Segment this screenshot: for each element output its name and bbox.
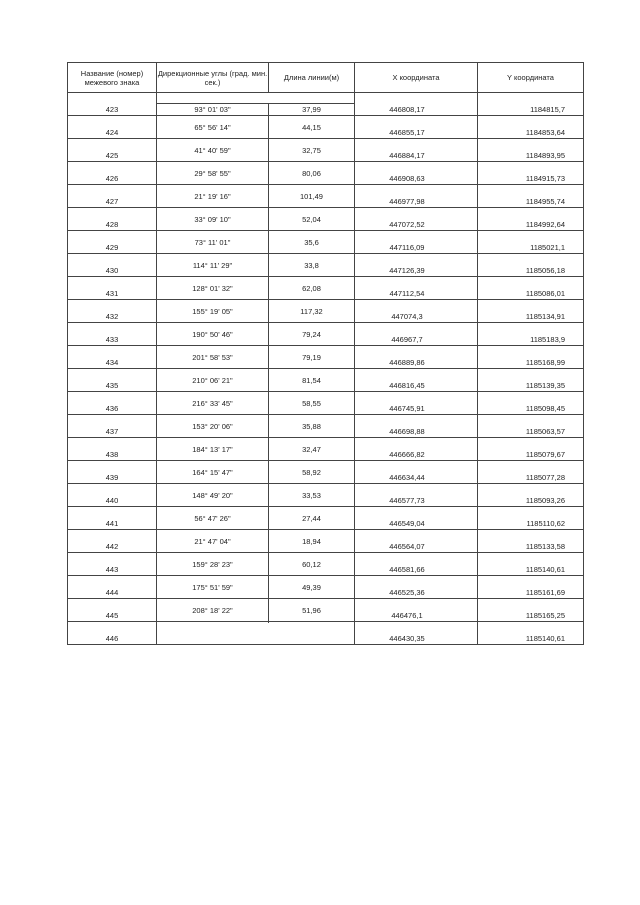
header-y: Y координата [478, 63, 584, 93]
point-name-cell: 429 [68, 231, 157, 254]
y-coordinate-cell: 1185077,28 [478, 461, 584, 484]
point-name-cell: 426 [68, 162, 157, 185]
line-length-cell: 117,32 [269, 300, 355, 323]
line-length-cell: 49,39 [269, 576, 355, 599]
y-coordinate-cell: 1184992,64 [478, 208, 584, 231]
y-coordinate-cell: 1185168,99 [478, 346, 584, 369]
table-body [68, 93, 584, 645]
point-name-cell: 425 [68, 139, 157, 162]
point-name-cell: 434 [68, 346, 157, 369]
x-coordinate-cell: 446908,63 [355, 162, 478, 185]
point-name-cell: 440 [68, 484, 157, 507]
point-name-cell: 441 [68, 507, 157, 530]
line-length-cell: 44,15 [269, 116, 355, 139]
point-name-cell: 428 [68, 208, 157, 231]
direction-angle-cell: 21° 47' 04" [157, 530, 269, 553]
point-name-cell: 436 [68, 392, 157, 415]
line-length-cell: 32,47 [269, 438, 355, 461]
x-coordinate-cell: 446525,36 [355, 576, 478, 599]
x-coordinate-cell: 447112,54 [355, 277, 478, 300]
point-row [68, 93, 584, 104]
direction-angle-cell: 29° 58' 55" [157, 162, 269, 185]
direction-angle-cell: 190° 50' 46" [157, 323, 269, 346]
x-coordinate-cell: 446889,86 [355, 346, 478, 369]
point-name-cell: 433 [68, 323, 157, 346]
header-angle: Дирекционные углы (град. мин. сек.) [157, 63, 269, 93]
direction-angle-cell: 159° 28' 23" [157, 553, 269, 576]
direction-angle-cell: 201° 58' 53" [157, 346, 269, 369]
line-length-cell: 80,06 [269, 162, 355, 185]
y-coordinate-cell: 1185079,67 [478, 438, 584, 461]
point-name-cell: 438 [68, 438, 157, 461]
direction-angle-cell: 208° 18' 22" [157, 599, 269, 622]
point-name-cell: 442 [68, 530, 157, 553]
x-coordinate-cell: 446564,07 [355, 530, 478, 553]
line-length-cell: 51,96 [269, 599, 355, 622]
x-coordinate-cell: 446549,04 [355, 507, 478, 530]
point-name-cell: 431 [68, 277, 157, 300]
x-coordinate-cell: 446884,17 [355, 139, 478, 162]
direction-angle-cell: 93° 01' 03" [157, 104, 269, 116]
y-coordinate-cell: 1184915,73 [478, 162, 584, 185]
header-row [68, 63, 584, 93]
line-length-cell: 58,55 [269, 392, 355, 415]
y-coordinate-cell: 1185134,91 [478, 300, 584, 323]
line-length-cell: 79,19 [269, 346, 355, 369]
y-coordinate-cell: 1185183,9 [478, 323, 584, 346]
direction-angle-cell: 41° 40' 59" [157, 139, 269, 162]
y-coordinate-cell: 1185165,25 [478, 599, 584, 622]
direction-angle-cell: 210° 06' 21" [157, 369, 269, 392]
direction-angle-cell: 21° 19' 16" [157, 185, 269, 208]
line-length-cell: 58,92 [269, 461, 355, 484]
point-name-cell: 435 [68, 369, 157, 392]
x-coordinate-cell: 447116,09 [355, 231, 478, 254]
empty-cell [157, 622, 355, 645]
point-name-cell: 437 [68, 415, 157, 438]
direction-angle-cell: 56° 47' 26" [157, 507, 269, 530]
y-coordinate-cell: 1185056,18 [478, 254, 584, 277]
direction-angle-cell: 175° 51' 59" [157, 576, 269, 599]
line-length-cell: 32,75 [269, 139, 355, 162]
x-coordinate-cell: 446666,82 [355, 438, 478, 461]
y-coordinate-cell: 1185110,62 [478, 507, 584, 530]
point-name-cell: 427 [68, 185, 157, 208]
x-coordinate-cell: 447072,52 [355, 208, 478, 231]
line-length-cell: 37,99 [269, 104, 355, 116]
header-length: Длина линии(м) [269, 63, 355, 93]
direction-angle-cell: 114° 11' 29" [157, 254, 269, 277]
direction-angle-cell: 184° 13' 17" [157, 438, 269, 461]
line-length-cell: 33,8 [269, 254, 355, 277]
line-length-cell: 27,44 [269, 507, 355, 530]
point-name-cell: 424 [68, 116, 157, 139]
x-coordinate-cell: 446977,98 [355, 185, 478, 208]
x-coordinate-cell: 446816,45 [355, 369, 478, 392]
point-name-cell: 430 [68, 254, 157, 277]
boundary-coordinates-table [67, 62, 584, 645]
line-length-cell: 35,6 [269, 231, 355, 254]
x-coordinate-cell: 446634,44 [355, 461, 478, 484]
header-name: Название (номер) межевого знака [68, 63, 157, 93]
x-coordinate-cell: 446581,66 [355, 553, 478, 576]
direction-angle-cell: 33° 09' 10" [157, 208, 269, 231]
line-length-cell: 18,94 [269, 530, 355, 553]
point-name-cell: 444 [68, 576, 157, 599]
empty-cell [157, 93, 355, 104]
header-x: X координата [355, 63, 478, 93]
direction-angle-cell: 155° 19' 05" [157, 300, 269, 323]
point-name-cell: 432 [68, 300, 157, 323]
line-length-cell: 60,12 [269, 553, 355, 576]
line-length-cell: 52,04 [269, 208, 355, 231]
x-coordinate-cell: 446745,91 [355, 392, 478, 415]
direction-angle-cell: 128° 01' 32" [157, 277, 269, 300]
y-coordinate-cell: 1185021,1 [478, 231, 584, 254]
direction-angle-cell: 73° 11' 01" [157, 231, 269, 254]
x-coordinate-cell: 446577,73 [355, 484, 478, 507]
line-length-cell: 81,54 [269, 369, 355, 392]
y-coordinate-cell: 1185161,69 [478, 576, 584, 599]
y-coordinate-cell: 1184853,64 [478, 116, 584, 139]
y-coordinate-cell: 1185086,01 [478, 277, 584, 300]
x-coordinate-cell: 446698,88 [355, 415, 478, 438]
line-length-cell: 33,53 [269, 484, 355, 507]
y-coordinate-cell: 1185098,45 [478, 392, 584, 415]
line-length-cell: 62,08 [269, 277, 355, 300]
x-coordinate-cell: 446476,1 [355, 599, 478, 622]
line-length-cell: 79,24 [269, 323, 355, 346]
line-length-cell: 101,49 [269, 185, 355, 208]
y-coordinate-cell: 1185063,57 [478, 415, 584, 438]
y-coordinate-cell: 1185140,61 [478, 553, 584, 576]
direction-angle-cell: 65° 56' 14" [157, 116, 269, 139]
y-coordinate-cell: 1184955,74 [478, 185, 584, 208]
direction-angle-cell: 164° 15' 47" [157, 461, 269, 484]
y-coordinate-cell: 1185139,35 [478, 369, 584, 392]
x-coordinate-cell: 446855,17 [355, 116, 478, 139]
y-coordinate-cell: 1185140,61 [478, 622, 584, 645]
direction-angle-cell: 153° 20' 06" [157, 415, 269, 438]
y-coordinate-cell: 1184893,95 [478, 139, 584, 162]
direction-angle-cell: 148° 49' 20" [157, 484, 269, 507]
point-name-cell: 446 [68, 622, 157, 645]
point-name-cell: 445 [68, 599, 157, 622]
point-name-cell: 443 [68, 553, 157, 576]
line-length-cell: 35,88 [269, 415, 355, 438]
x-coordinate-cell: 446808,17 [355, 93, 478, 116]
x-coordinate-cell: 447126,39 [355, 254, 478, 277]
y-coordinate-cell: 1185133,58 [478, 530, 584, 553]
y-coordinate-cell: 1184815,7 [478, 93, 584, 116]
x-coordinate-cell: 446967,7 [355, 323, 478, 346]
direction-angle-cell: 216° 33' 45" [157, 392, 269, 415]
x-coordinate-cell: 447074,3 [355, 300, 478, 323]
y-coordinate-cell: 1185093,26 [478, 484, 584, 507]
point-name-cell: 439 [68, 461, 157, 484]
x-coordinate-cell: 446430,35 [355, 622, 478, 645]
point-name-cell: 423 [68, 93, 157, 116]
